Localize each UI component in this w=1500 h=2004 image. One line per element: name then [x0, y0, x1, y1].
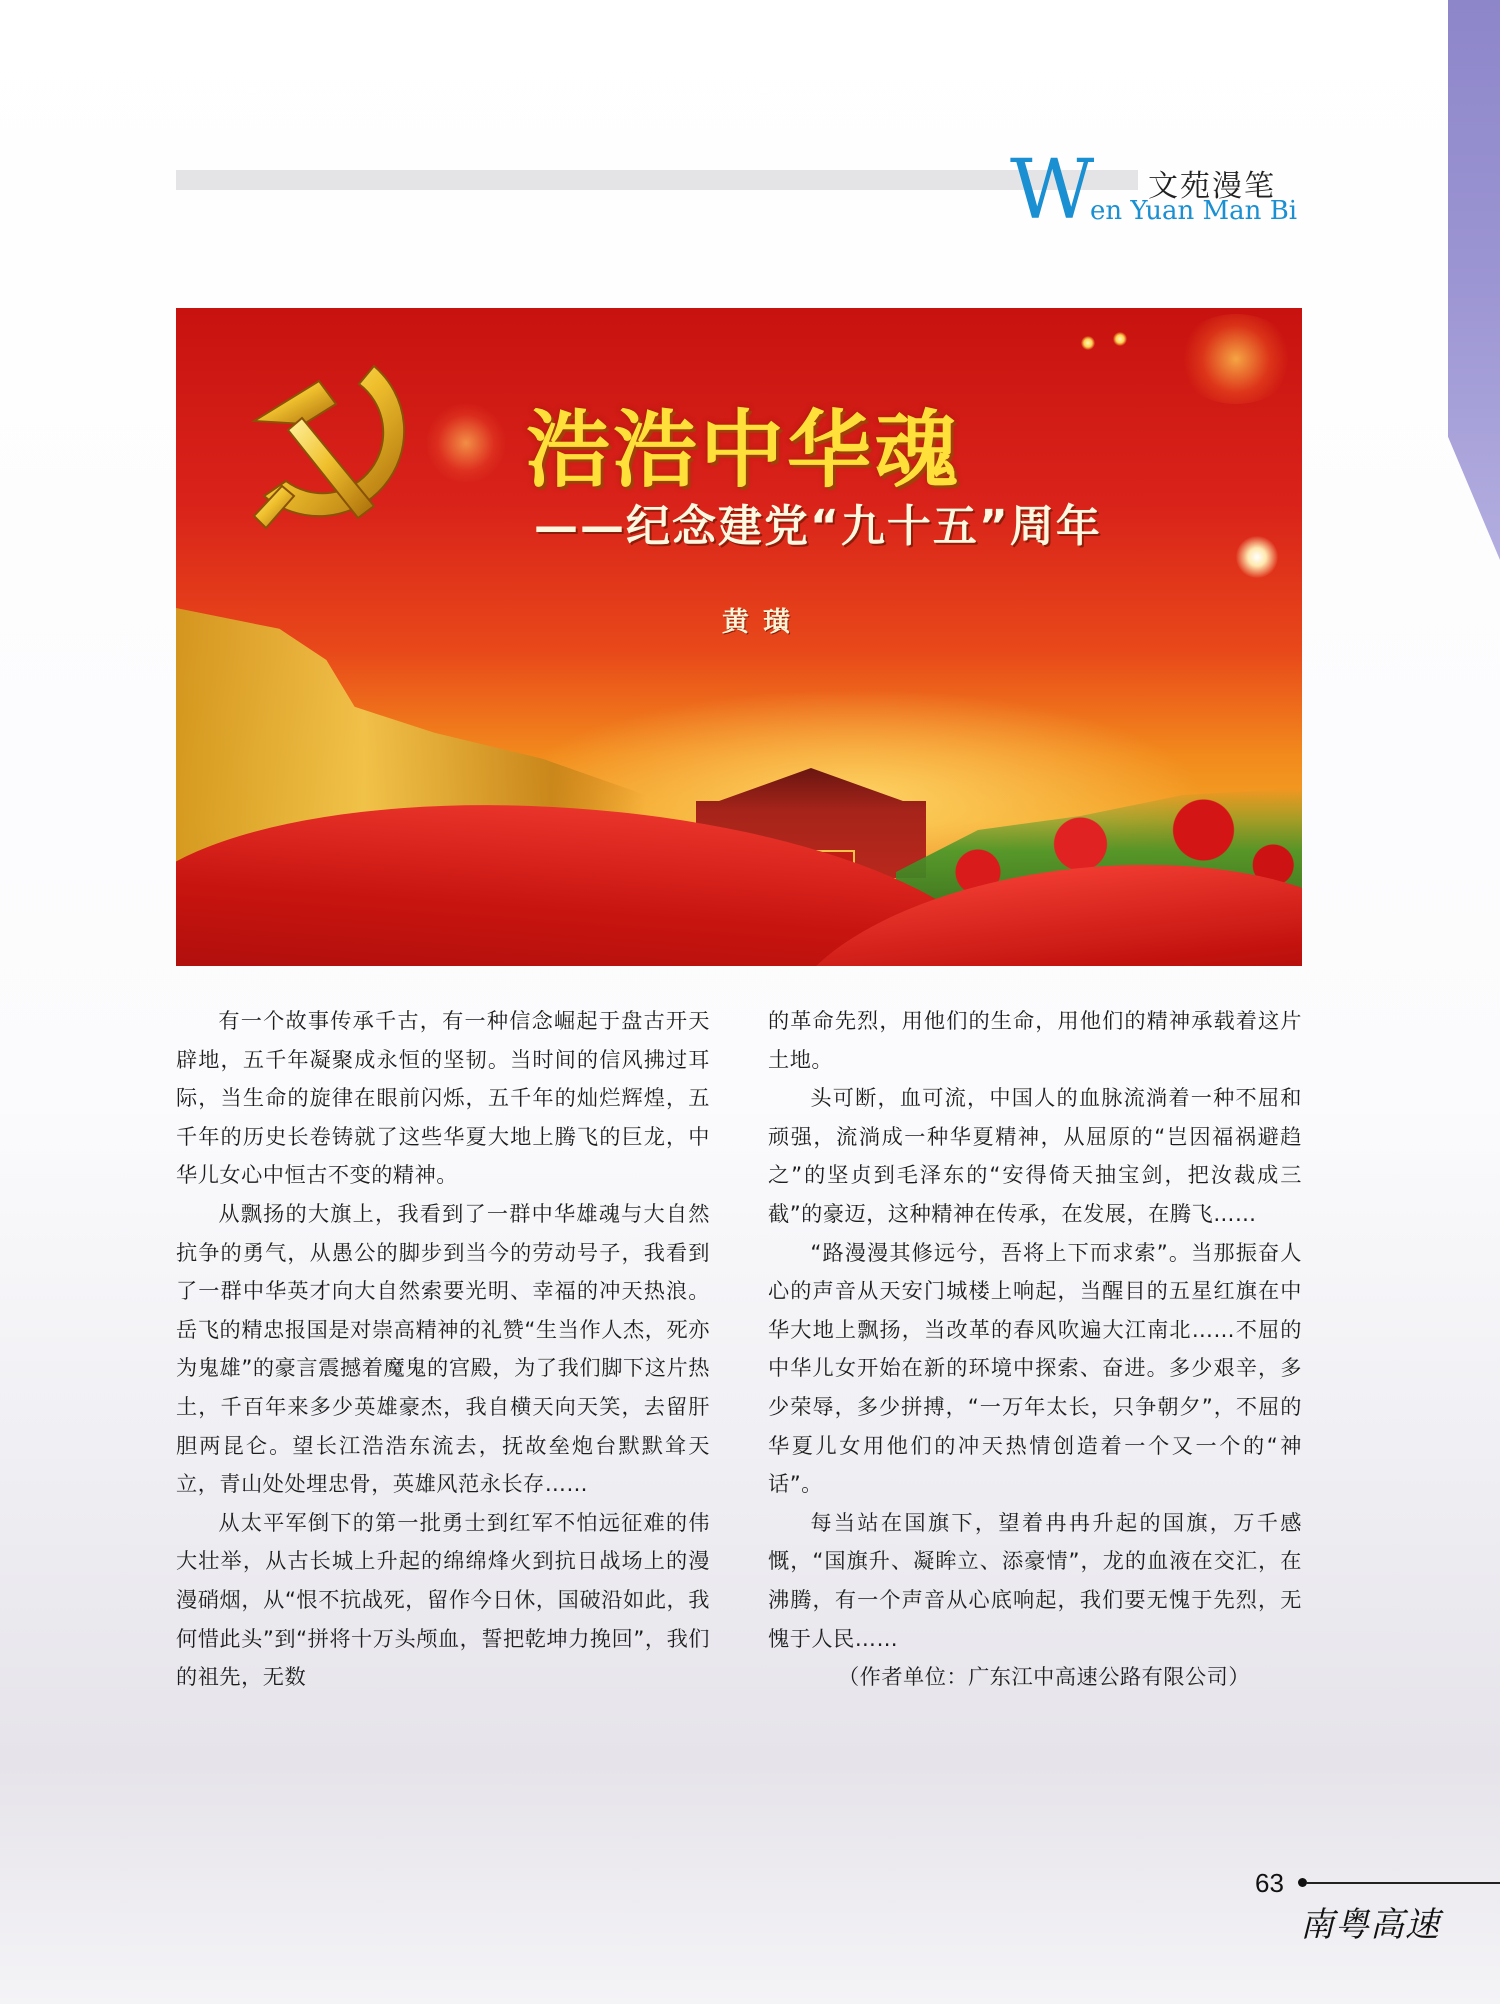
footer-rule: [1306, 1882, 1500, 1884]
paragraph: 每当站在国旗下，望着冉冉升起的国旗，万千感慨，“国旗升、凝眸立、添豪情”，龙的血液在交汇，在沸腾，有一个声音从心底响起，我们要无愧于先烈，无愧于人民……: [768, 1509, 1302, 1651]
paragraph: 从飘扬的大旗上，我看到了一群中华雄魂与大自然抗争的勇气，从愚公的脚步到当今的劳动号子，我看到了一群中华英才向大自然索要光明、幸福的冲天热浪。岳飞的精忠报国是对崇高精神的礼赞“生当作人杰，死亦为鬼雄”的豪言震撼着魔鬼的宫殿，为了我们脚下这片热土，千百年来多少英雄豪杰，我自横天向天笑，去留肝胆两昆仑。望长江浩浩东流去，抚故垒炮台默默耸天立，青山处处埋忠骨，英雄风范永长存……: [176, 1200, 710, 1497]
magazine-logo: 南粤高速: [1300, 1905, 1440, 1945]
section-initial: W: [1010, 143, 1093, 238]
paragraph: 头可断，血可流，中国人的血脉流淌着一种不屈和顽强，流淌成一种华夏精神，从屈原的“岂因福祸避趋之”的坚贞到毛泽东的“安得倚天抽宝剑，把汝裁成三截”的豪迈，这种精神在传承，在发展，在腾飞……: [768, 1085, 1302, 1226]
sparkle: [1081, 336, 1095, 350]
section-header-bar: [176, 170, 1138, 190]
article-author: 黄璜: [722, 607, 804, 638]
paragraph: 有一个故事传承千古，有一种信念崛起于盘古开天辟地，五千年凝聚成永恒的坚韧。当时间的信风拂过耳际，当生命的旋律在眼前闪烁，五千年的灿烂辉煌，五千年的历史长卷铸就了这些华夏大地上腾飞的巨龙，中华儿女心中恒古不变的精神。: [176, 1008, 710, 1188]
paragraph-continuation: 的革命先烈，用他们的生命，用他们的精神承载着这片土地。: [768, 1008, 1302, 1072]
paragraph: “路漫漫其修远兮，吾将上下而求索”。当那振奋人心的声音从天安门城楼上响起，当醒目的五星红旗在中华大地上飘扬，当改革的春风吹遍大江南北……不屈的中华儿女开始在新的环境中探索、奋进。多少艰辛，多少荣辱，多少拼搏，“一万年太长，只争朝夕”，不屈的华夏儿女用他们的冲天热情创造着一个又一个的“神话”。: [768, 1239, 1302, 1497]
section-title-en: en Yuan Man Bi: [1090, 196, 1298, 226]
paragraph: 从太平军倒下的第一批勇士到红军不怕远征难的伟大壮举，从古长城上升起的绵绵烽火到抗日战场上的漫漫硝烟，从“恨不抗战死，留作今日休，国破沿如此，我何惜此头”到“拼将十万头颅血，誓把乾坤力挽回”，我们的祖先，无数: [176, 1509, 710, 1690]
article-title: 浩浩中华魂: [526, 400, 962, 499]
page-edge-tab: [1448, 0, 1500, 560]
sparkle: [1113, 332, 1127, 346]
hammer-sickle-icon: [224, 346, 444, 546]
light-flare: [1236, 536, 1278, 578]
author-unit: （作者单位：广东江中高速公路有限公司）: [837, 1664, 1251, 1690]
article-subtitle: ——纪念建党“九十五”周年: [534, 501, 1102, 552]
firework-decoration: [1176, 314, 1296, 404]
article-column-left: [176, 1002, 710, 1697]
article-column-right: [768, 1002, 1302, 1697]
page-number: 63: [1255, 1868, 1284, 1898]
article-banner: [176, 308, 1302, 966]
section-title-cn: 文苑漫笔: [1148, 169, 1276, 204]
